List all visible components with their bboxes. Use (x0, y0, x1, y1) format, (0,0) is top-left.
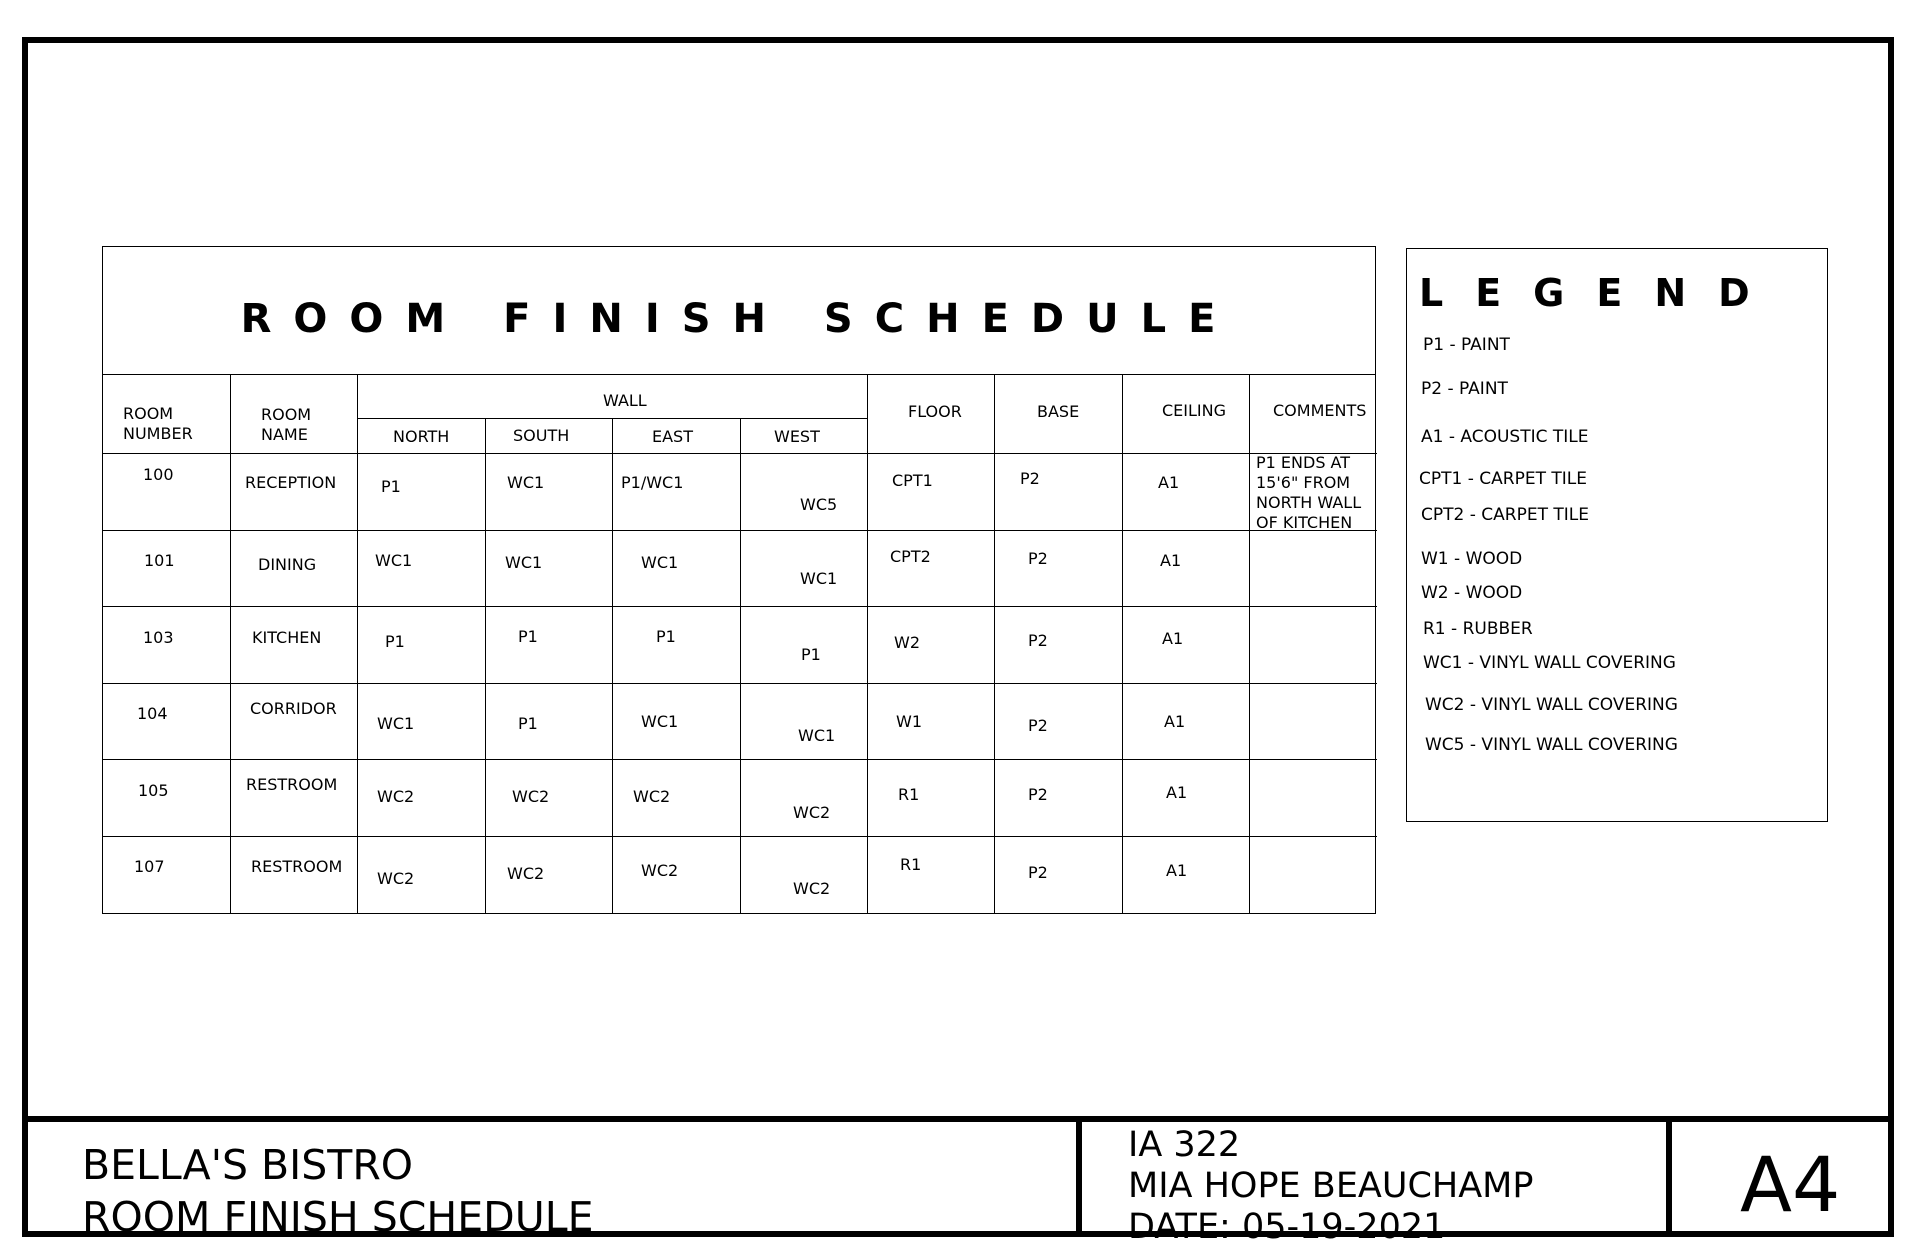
col-divider (230, 374, 231, 914)
legend-item: WC2 - VINYL WALL COVERING (1425, 695, 1678, 715)
legend-item: P2 - PAINT (1421, 379, 1508, 399)
cell-ceiling: A1 (1160, 551, 1182, 570)
title-block-top-line (22, 1116, 1894, 1122)
header-wall: WALL (603, 391, 647, 410)
cell-floor: W1 (896, 712, 922, 731)
title-block-divider (1666, 1118, 1672, 1236)
title-block-divider (1076, 1118, 1082, 1236)
cell-east: P1/WC1 (621, 473, 684, 492)
header-west: WEST (774, 427, 820, 446)
header-floor: FLOOR (908, 402, 962, 421)
cell-floor: CPT1 (892, 471, 933, 490)
cell-floor: R1 (900, 855, 922, 874)
cell-west: WC2 (793, 803, 831, 822)
cell-north: WC1 (377, 714, 415, 733)
cell-north: WC2 (377, 869, 415, 888)
legend-item: W2 - WOOD (1421, 583, 1523, 603)
cell-room-name: RECEPTION (245, 473, 337, 492)
cell-base: P2 (1020, 469, 1040, 488)
cell-west: WC5 (800, 495, 838, 514)
room-finish-schedule-table (102, 246, 1376, 914)
project-name: BELLA'S BISTRO (82, 1141, 414, 1189)
col-divider (357, 374, 358, 914)
cell-comments: P1 ENDS AT 15'6" FROM NORTH WALL OF KITCHEN (1256, 453, 1362, 532)
legend-item: CPT2 - CARPET TILE (1421, 505, 1589, 525)
cell-north: WC2 (377, 787, 415, 806)
cell-north: WC1 (375, 551, 413, 570)
header-south: SOUTH (513, 426, 570, 445)
legend-item: P1 - PAINT (1423, 335, 1510, 355)
cell-base: P2 (1028, 549, 1048, 568)
legend-item: A1 - ACOUSTIC TILE (1421, 427, 1589, 447)
course-number: IA 322 (1128, 1125, 1241, 1165)
col-divider (1249, 374, 1250, 914)
cell-room-name: KITCHEN (252, 628, 322, 647)
legend-item: W1 - WOOD (1421, 549, 1523, 569)
legend-title: LEGEND (1419, 271, 1782, 315)
header-east: EAST (652, 427, 693, 446)
cell-east: P1 (656, 627, 676, 646)
cell-base: P2 (1028, 863, 1048, 882)
cell-room-number: 101 (144, 551, 175, 570)
cell-east: WC2 (641, 861, 679, 880)
cell-room-number: 107 (134, 857, 165, 876)
col-divider (485, 418, 486, 914)
header-room-name: ROOM NAME (261, 405, 312, 444)
cell-room-number: 100 (143, 465, 174, 484)
cell-room-name: DINING (258, 555, 317, 574)
legend-item: CPT1 - CARPET TILE (1419, 469, 1587, 489)
cell-room-name: RESTROOM (246, 775, 338, 794)
legend-item: WC1 - VINYL WALL COVERING (1423, 653, 1676, 673)
cell-east: WC1 (641, 553, 679, 572)
cell-east: WC1 (641, 712, 679, 731)
cell-floor: CPT2 (890, 547, 931, 566)
author-name: MIA HOPE BEAUCHAMP (1128, 1166, 1534, 1206)
header-north: NORTH (393, 427, 450, 446)
cell-ceiling: A1 (1166, 861, 1188, 880)
cell-floor: W2 (894, 633, 920, 652)
cell-ceiling: A1 (1162, 629, 1184, 648)
cell-west: WC2 (793, 879, 831, 898)
legend-item: WC5 - VINYL WALL COVERING (1425, 735, 1678, 755)
sheet-title: ROOM FINISH SCHEDULE (82, 1193, 594, 1241)
cell-room-number: 103 (143, 628, 174, 647)
cell-south: WC1 (507, 473, 545, 492)
cell-south: P1 (518, 627, 538, 646)
cell-east: WC2 (633, 787, 671, 806)
legend-box (1406, 248, 1828, 822)
header-room-number: ROOM NUMBER (123, 404, 193, 443)
cell-room-name: RESTROOM (251, 857, 343, 876)
col-divider (867, 374, 868, 914)
drawing-date: DATE: 05-19-2021 (1128, 1207, 1446, 1247)
cell-base: P2 (1028, 631, 1048, 650)
header-base: BASE (1037, 402, 1080, 421)
legend-item: R1 - RUBBER (1423, 619, 1533, 639)
cell-base: P2 (1028, 716, 1048, 735)
cell-north: P1 (381, 477, 401, 496)
cell-north: P1 (385, 632, 405, 651)
cell-room-name: CORRIDOR (250, 699, 337, 718)
header-comments: COMMENTS (1273, 401, 1367, 420)
col-divider (740, 418, 741, 914)
header-ceiling: CEILING (1162, 401, 1226, 420)
cell-ceiling: A1 (1164, 712, 1186, 731)
cell-ceiling: A1 (1158, 473, 1180, 492)
col-divider (612, 418, 613, 914)
col-divider (994, 374, 995, 914)
cell-floor: R1 (898, 785, 920, 804)
cell-room-number: 104 (137, 704, 168, 723)
cell-south: WC2 (512, 787, 550, 806)
col-divider (1122, 374, 1123, 914)
cell-west: P1 (801, 645, 821, 664)
cell-south: P1 (518, 714, 538, 733)
schedule-title: ROOM FINISH SCHEDULE (103, 247, 1375, 375)
cell-west: WC1 (798, 726, 836, 745)
cell-base: P2 (1028, 785, 1048, 804)
cell-south: WC2 (507, 864, 545, 883)
cell-ceiling: A1 (1166, 783, 1188, 802)
cell-south: WC1 (505, 553, 543, 572)
cell-room-number: 105 (138, 781, 169, 800)
sheet-number: A4 (1740, 1140, 1841, 1229)
cell-west: WC1 (800, 569, 838, 588)
